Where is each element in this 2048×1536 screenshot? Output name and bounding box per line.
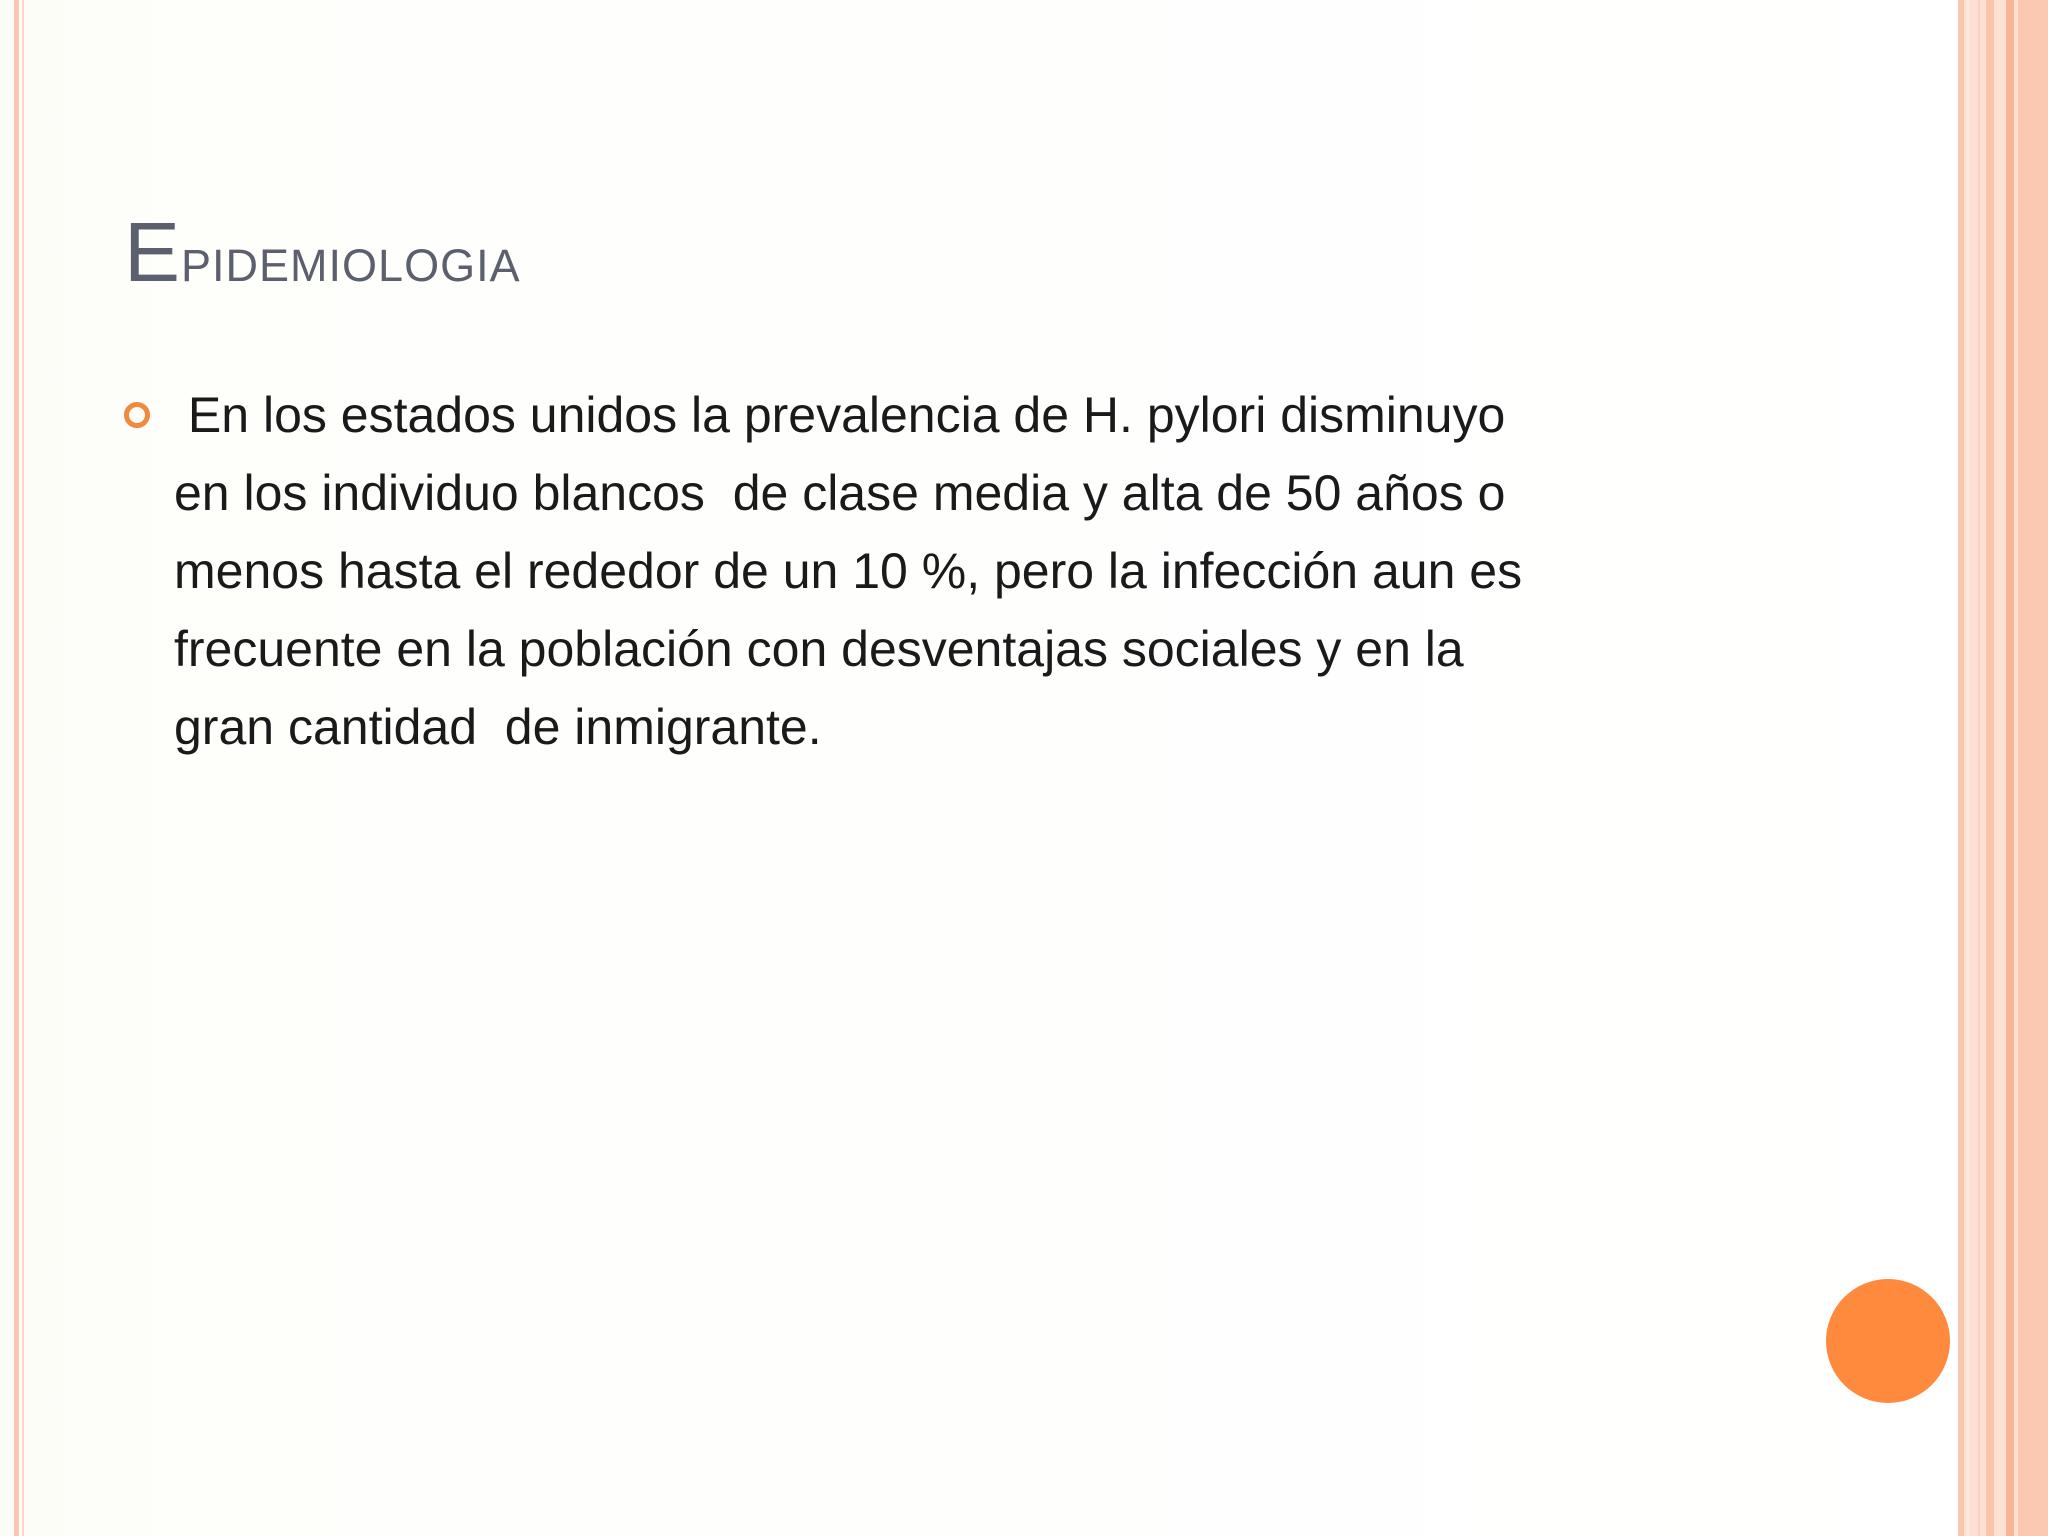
- right-stripe: [2006, 0, 2014, 1536]
- right-stripe: [1986, 0, 1994, 1536]
- left-border-line: [14, 0, 19, 1536]
- hollow-circle-bullet-icon: [124, 402, 150, 428]
- orange-circle-decoration: [1826, 1279, 1950, 1403]
- right-stripe: [2018, 0, 2048, 1536]
- bullet-item: [124, 376, 1724, 766]
- slide-title: [124, 205, 521, 299]
- bullet-list: [124, 376, 1724, 766]
- slide-title-rest: pidemiologia: [181, 223, 521, 295]
- right-stripe: [1978, 0, 1980, 1536]
- right-stripe: [1998, 0, 2002, 1536]
- bullet-text: En los estados unidos la prevalencia de H. pylori disminuyo en los individuo blancos de clase media y alta de 50 años o menos hasta el rededor de un 10 %, pero la infección aun es frecuente en la población con desventajas sociales y en la gran cantidad de inmigrante.: [174, 387, 1523, 755]
- right-stripe: [1966, 0, 1970, 1536]
- slide-title-initial: E: [124, 205, 182, 299]
- right-stripe: [1958, 0, 1964, 1536]
- left-border-line-inner: [22, 0, 24, 1536]
